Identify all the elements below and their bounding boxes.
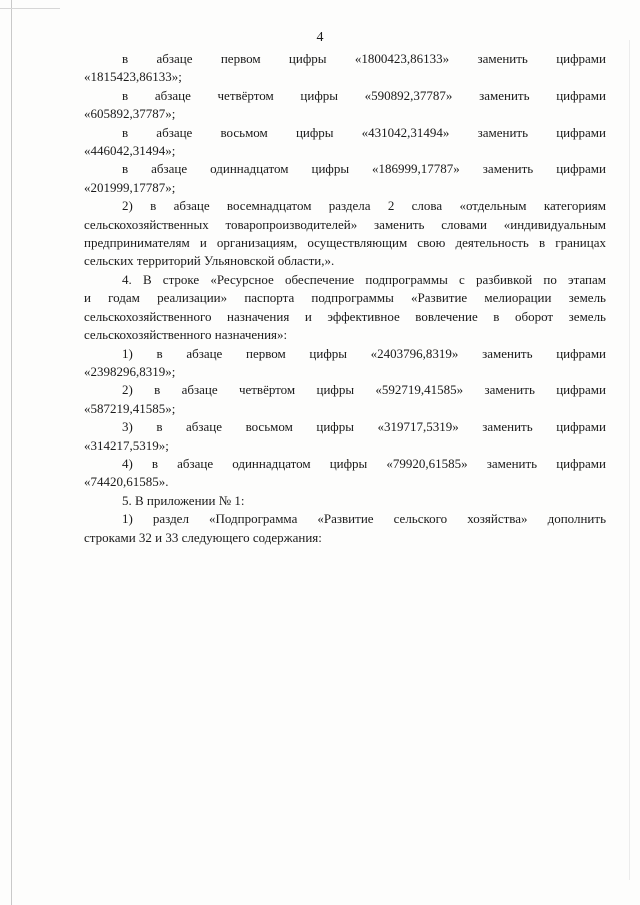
paragraph-12-first-line: 1) раздел «Подпрограмма «Развитие сельского хозяйства» дополнить (122, 511, 606, 527)
paragraph-8-first-line: 2) в абзаце четвёртом цифры «592719,41585» заменить цифрами (122, 382, 606, 398)
paragraph-2-first-line: в абзаце четвёртом цифры «590892,37787» заменить цифрами (122, 87, 606, 103)
paragraph-5-rest: сельскохозяйственных товаропроизводителей» заменить словами «индивидуальным предпринимателям и организациям, осуществляющим свою деятельность в границах сельских территорий Ульяновской области,». (84, 216, 606, 269)
scan-edge-left (11, 0, 12, 905)
paragraph-1-first-line: в абзаце первом цифры «1800423,86133» заменить цифрами (122, 51, 606, 66)
paragraph-4-rest: «201999,17787»; (84, 179, 176, 195)
paragraph-3-rest: «446042,31494»; (84, 143, 176, 159)
paragraph-1-rest: «1815423,86133»; (84, 69, 182, 85)
paragraph-3-first-line: в абзаце восьмом цифры «431042,31494» заменить цифрами (122, 124, 606, 140)
scan-edge-right (629, 40, 630, 880)
page-number: 4 (316, 30, 324, 45)
scan-edge-top (0, 8, 60, 9)
paragraph-7-rest: «2398296,8319»; (84, 363, 176, 379)
paragraph-12-rest: строками 32 и 33 следующего содержания: (84, 529, 322, 545)
paragraph-8-rest: «587219,41585»; (84, 400, 176, 416)
paragraph-10-rest: «74420,61585». (84, 474, 169, 490)
paragraph-5-first-line: 2) в абзаце восемнадцатом раздела 2 слова «отдельным категориям (122, 198, 606, 214)
paragraph-9-rest: «314217,5319»; (84, 437, 169, 453)
paragraph-4-first-line: в абзаце одиннадцатом цифры «186999,17787» заменить цифрами (122, 161, 606, 177)
document-body (84, 50, 606, 547)
paragraph-6-first-line: 4. В строке «Ресурсное обеспечение подпрограммы с разбивкой по этапам (122, 271, 606, 287)
paragraph-2-rest: «605892,37787»; (84, 106, 176, 122)
paragraph-6-rest: и годам реализации» паспорта подпрограммы «Развитие мелиорации земель сельскохозяйственного назначения и эффективное вовлечение в оборот земель сельскохозяйственного назначения»: (84, 290, 606, 343)
paragraph-10-first-line: 4) в абзаце одиннадцатом цифры «79920,61585» заменить цифрами (122, 455, 606, 471)
paragraph-11-first-line: 5. В приложении № 1: (122, 492, 245, 508)
paragraph-9-first-line: 3) в абзаце восьмом цифры «319717,5319» заменить цифрами (122, 419, 606, 435)
paragraph-7-first-line: 1) в абзаце первом цифры «2403796,8319» заменить цифрами (122, 345, 606, 361)
